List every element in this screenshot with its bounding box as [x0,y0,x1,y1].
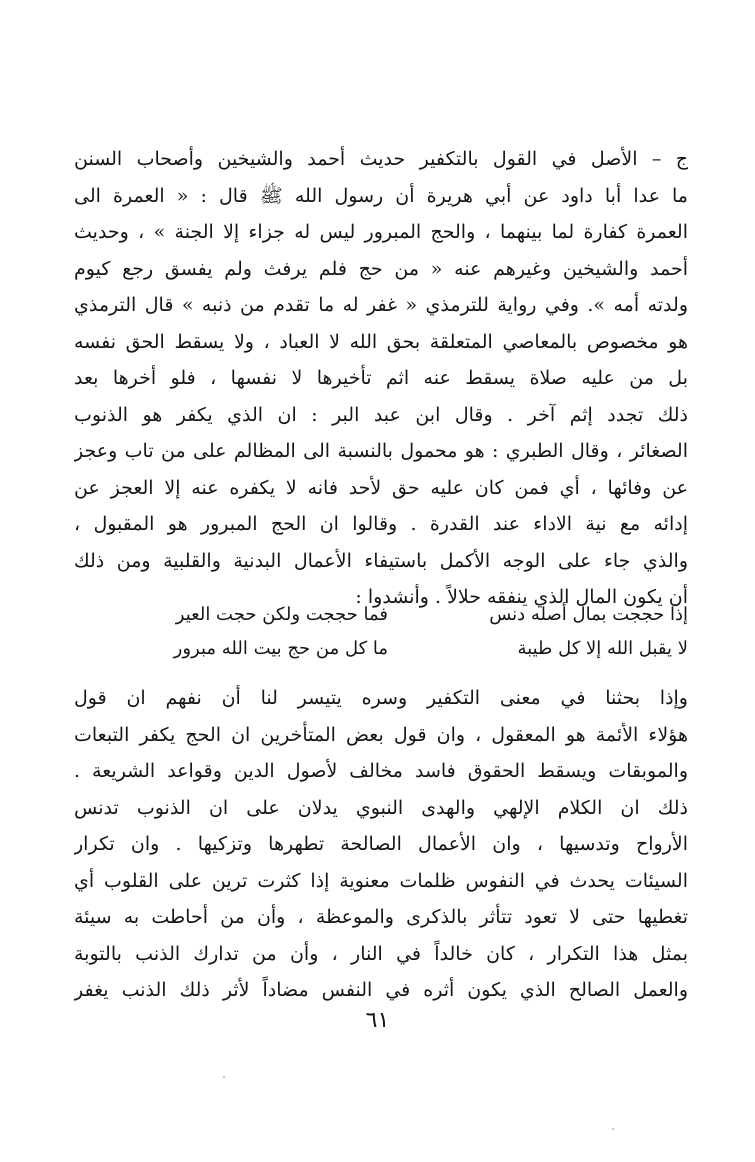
text-line: والذي جاء على الوجه الأكمل باستيفاء الأعمال البدنية والقلبية ومن ذلك [74,549,688,572]
text-line: ج – الأصل في القول بالتكفير حديث أحمد والشيخين وأصحاب السنن [74,148,688,170]
text-line: هؤلاء الأئمة هو المعقول ، وان قول بعض المتأخرين ان الحج يكفر التبعات [74,723,688,746]
text-line: أن يكون المال الذي ينفقه حلالاً . وأنشدوا : [355,586,688,608]
text-line: الصغائر ، وقال الطبري : هو محمول بالنسبة الى المظالم على من تاب وعجز [74,440,688,462]
poem-verses [74,598,688,666]
text-line: عن وفائها ، أي فمن كان عليه حق لأحد فانه لا يكفره عنه إلا العجز عن [74,476,688,499]
text-line: أحمد والشيخين وغيرهم عنه « من حج فلم يرفث ولم يفسق رجع كيوم [74,257,688,280]
verse-first-hemistich: لا يقبل الله إلا كل طيبة [517,638,688,659]
text-line: وإذا بحثنا في معنى التكفير وسره يتيسر لنا أن نفهم ان قول [74,687,688,709]
text-line: ذلك تجدد إثم آخر . وقال ابن عبد البر : ان الذي يكفر هو الذنوب [74,403,688,426]
text-line: بمثل هذا التكرار ، كان خالداً في النار ، وأن من تدارك الذنب بالتوبة [74,942,688,965]
page-number: ٦١ [365,1008,390,1033]
text-line: ولدته أمه ». وفي رواية للترمذي « غفر له ما تقدم من ذنبه » قال الترمذي [74,294,688,316]
paragraph-1 [74,141,688,616]
verse-first-hemistich: إذا حججت بمال أصله دنس [489,604,688,625]
paragraph-2 [74,680,688,1009]
text-line: ما عدا أبا داود عن أبي هريرة أن رسول الله ﷺ قال : « العمرة الى [74,184,688,207]
poem-verse [74,632,688,666]
text-line: والموبقات ويسقط الحقوق فاسد مخالف لأصول الدين وقواعد الشريعة . [74,760,688,782]
text-line: والعمل الصالح الذي يكون أثره في النفس مضاداً لأثر ذلك الذنب يغفر [74,979,688,1001]
poem-verse [74,598,688,632]
text-line: العمرة كفارة لما بينهما ، والحج المبرور ليس له جزاء إلا الجنة » ، وحديث [74,221,688,243]
text-line: ذلك ان الكلام الإلهي والهدى النبوي يدلان على ان الذنوب تدنس [74,796,688,819]
verse-second-hemistich: فما حججت ولكن حجت العير [175,604,388,625]
scan-speck [612,1128,614,1130]
verse-second-hemistich: ما كل من حج بيت الله مبرور [173,638,388,659]
text-line: بل من عليه صلاة يسقط عنه اثم تأخيرها لا نفسها ، فلو أخرها بعد [74,367,688,389]
text-line: هو مخصوص بالمعاصي المتعلقة بحق الله لا العباد ، ولا يسقط الحق نفسه [74,330,688,353]
text-line: السيئات يحدث في النفوس ظلمات معنوية إذا كثرت ترين على القلوب أي [74,869,688,892]
text-line: إدائه مع نية الاداء عند القدرة . وقالوا ان الحج المبرور هو المقبول ، [74,513,688,535]
text-line: الأرواح وتدسيها ، وان الأعمال الصالحة تطهرها وتزكيها . وان تكرار [74,833,688,855]
text-line: تغطيها حتى لا تعود تتأثر بالذكرى والموعظة ، وأن من أحاطت به سيئة [74,906,688,928]
scan-speck [223,1076,225,1078]
